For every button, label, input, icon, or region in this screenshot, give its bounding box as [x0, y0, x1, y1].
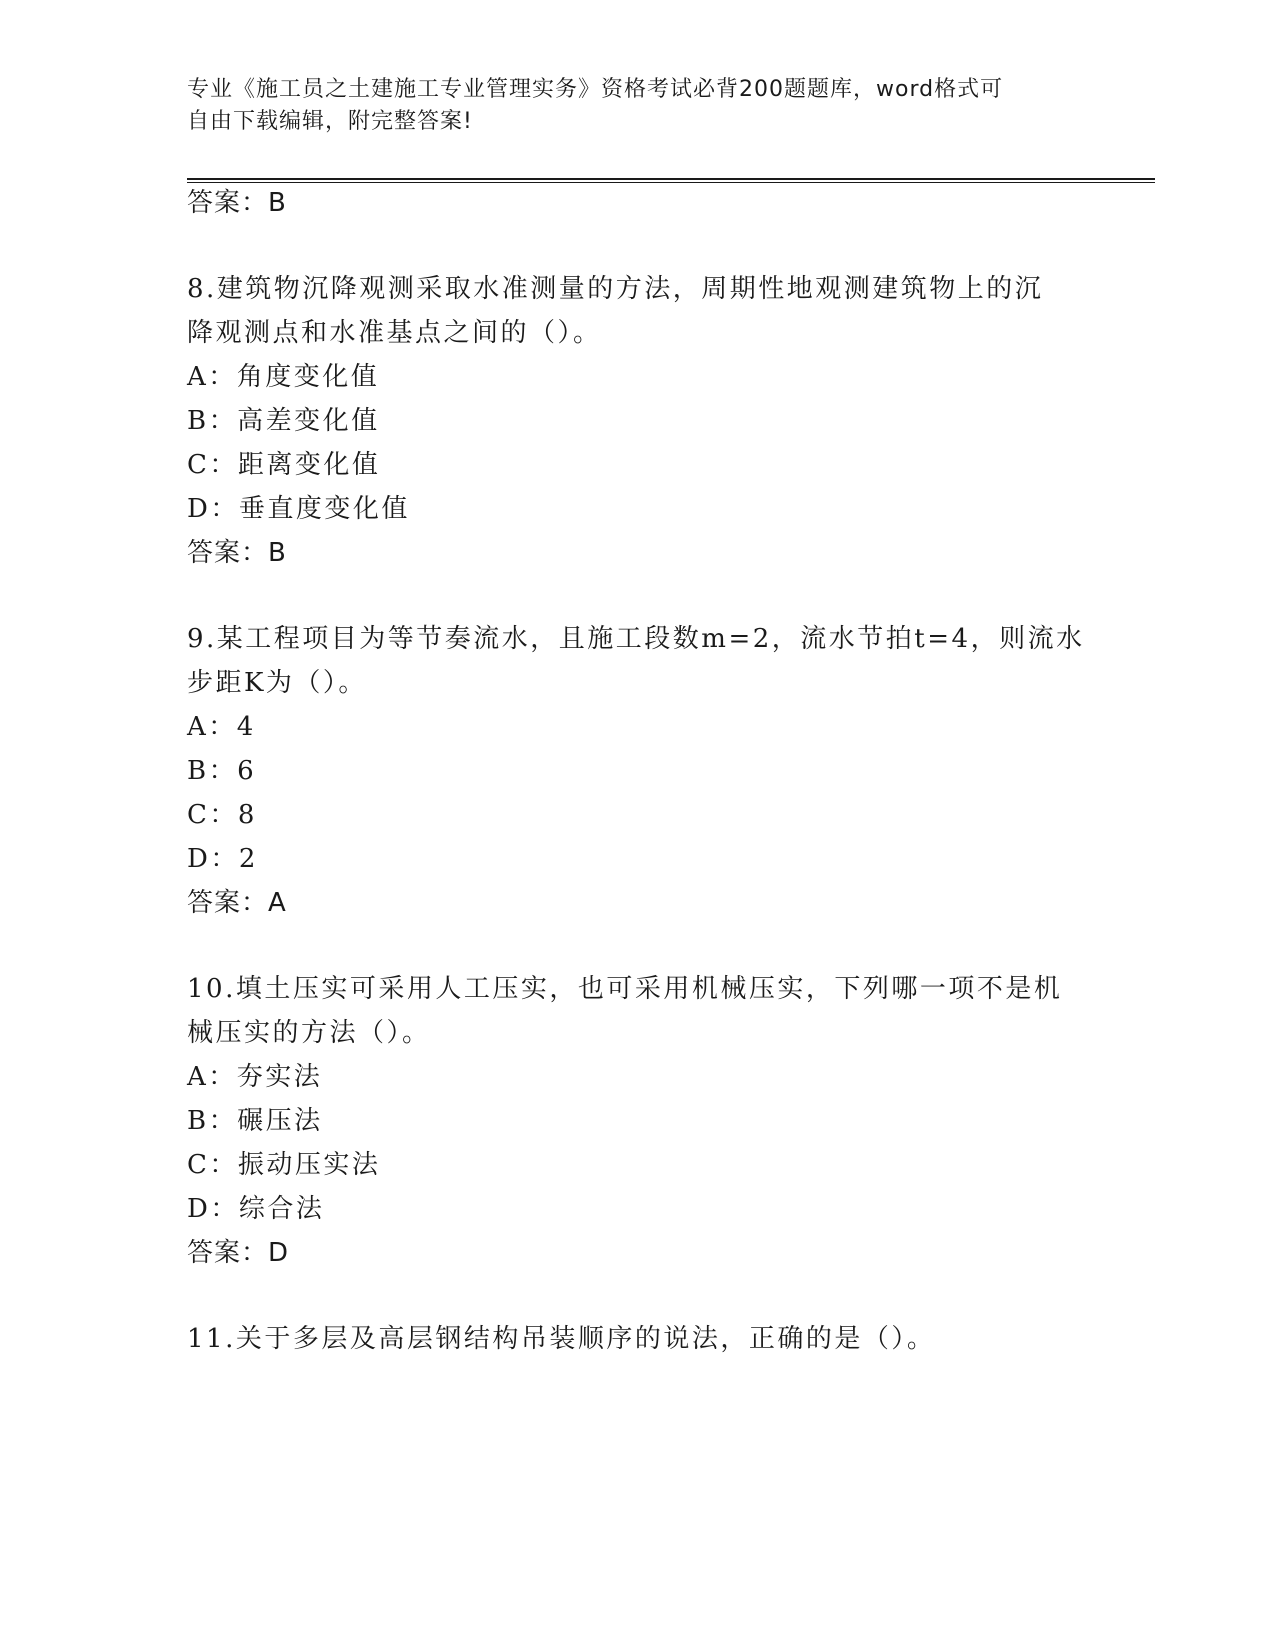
question-stem-continued: 降观测点和水准基点之间的（）。: [187, 318, 602, 348]
question-stem: 10.填土压实可采用人工压实，也可采用机械压实，下列哪一项不是机: [187, 974, 1063, 1004]
option-d: D：综合法: [187, 1194, 325, 1224]
answer-line: 答案：B: [187, 188, 287, 218]
option-d: D：2: [187, 844, 258, 874]
question-stem-continued: 械压实的方法（）。: [187, 1018, 431, 1048]
option-d: D：垂直度变化值: [187, 494, 410, 524]
question-stem: 11.关于多层及高层钢结构吊装顺序的说法，正确的是（）。: [187, 1324, 936, 1354]
option-c: C：8: [187, 800, 257, 830]
option-b: B：6: [187, 756, 257, 786]
option-a: A：角度变化值: [187, 362, 380, 392]
document-header: [187, 74, 1067, 138]
question-stem-continued: 步距K为（）。: [187, 668, 367, 698]
option-c: C：距离变化值: [187, 450, 381, 480]
option-a: A：4: [187, 712, 256, 742]
header-divider-thin: [187, 182, 1155, 183]
option-b: B：碾压法: [187, 1106, 323, 1136]
question-stem: 8.建筑物沉降观测采取水准测量的方法，周期性地观测建筑物上的沉: [187, 274, 1044, 304]
option-b: B：高差变化值: [187, 406, 380, 436]
header-divider: [187, 178, 1155, 180]
answer-line: 答案：D: [187, 1238, 290, 1268]
answer-line: 答案：B: [187, 538, 287, 568]
option-a: A：夯实法: [187, 1062, 323, 1092]
header-line-1: 专业《施工员之土建施工专业管理实务》资格考试必背200题题库，word格式可: [187, 77, 1004, 102]
header-line-2: 自由下载编辑，附完整答案!: [187, 109, 473, 134]
option-c: C：振动压实法: [187, 1150, 381, 1180]
answer-line: 答案：A: [187, 888, 287, 918]
question-stem: 9.某工程项目为等节奏流水，且施工段数m=2，流水节拍t=4，则流水: [187, 624, 1085, 654]
